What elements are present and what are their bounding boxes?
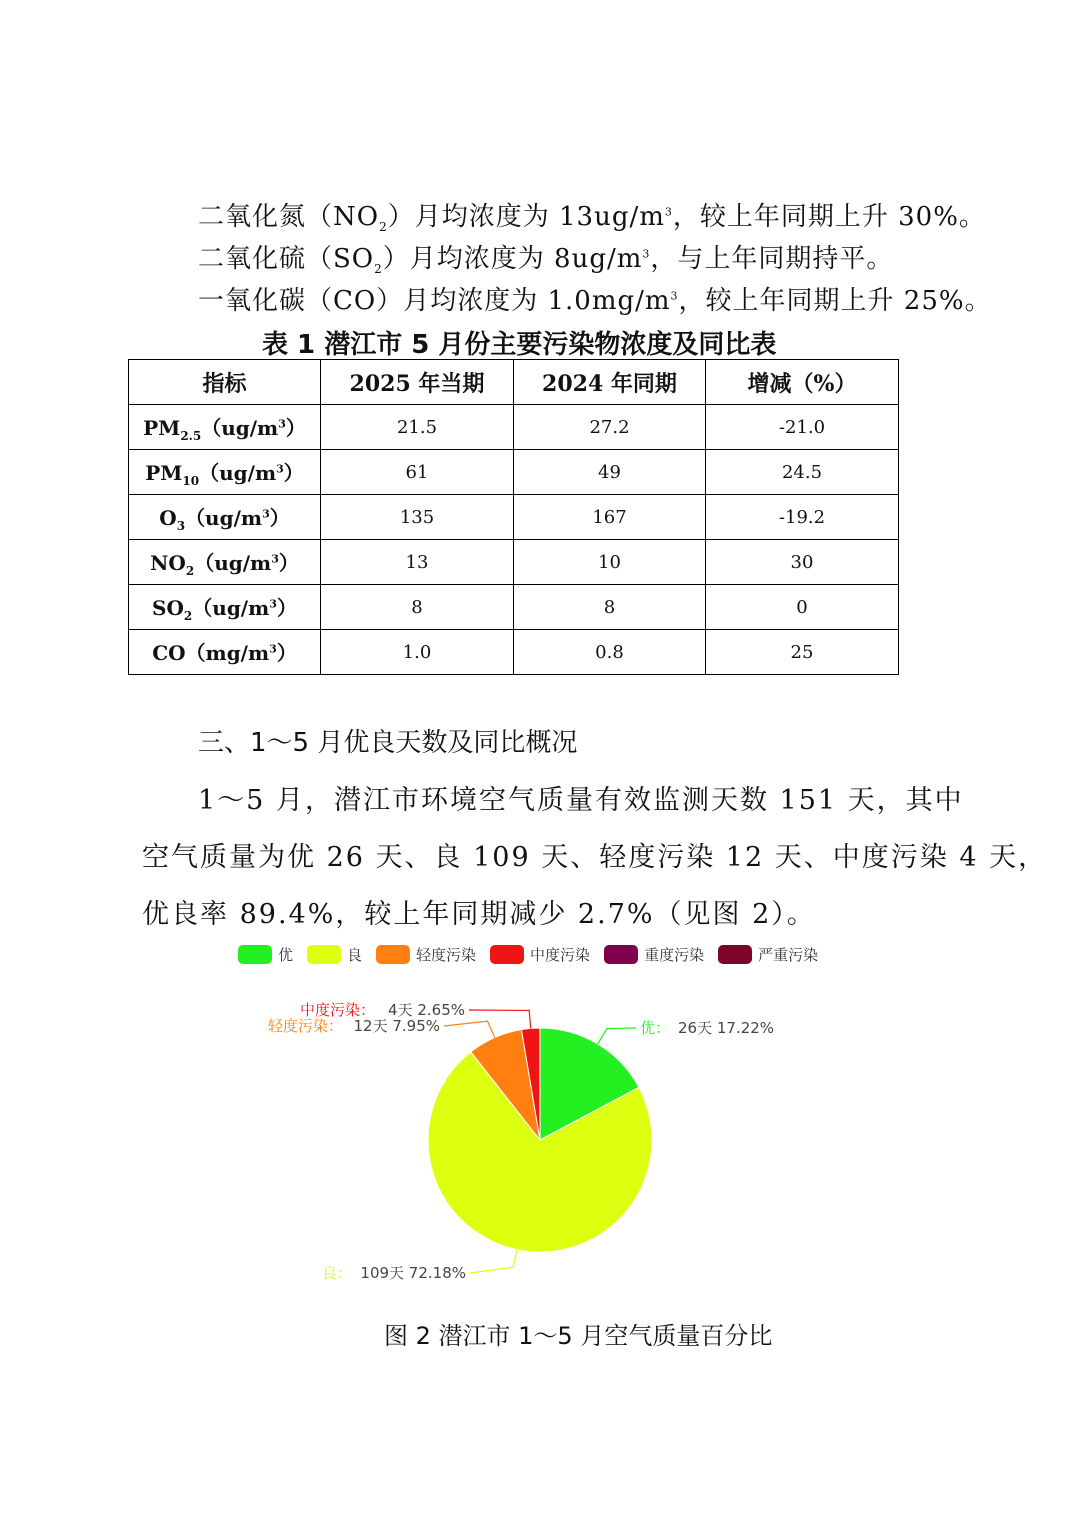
pie-slice[interactable] xyxy=(540,1028,639,1140)
value-cell-prev: 27.2 xyxy=(514,405,706,450)
section3-para-line1: 1～5 月，潜江市环境空气质量有效监测天数 151 天，其中 xyxy=(198,785,964,816)
legend-swatch xyxy=(718,945,752,964)
legend-swatch xyxy=(490,945,524,964)
pie-value-label: 109天 72.18% xyxy=(360,1264,466,1282)
figure-caption: 图 2 潜江市 1～5 月空气质量百分比 xyxy=(384,1322,773,1350)
no2-sup: 3 xyxy=(664,205,673,219)
table-header-row xyxy=(129,360,899,405)
value-cell-prev: 8 xyxy=(514,585,706,630)
legend-swatch xyxy=(307,945,341,964)
legend-label: 重度污染 xyxy=(644,946,705,964)
value-cell-prev: 167 xyxy=(514,495,706,540)
co-line xyxy=(198,280,1074,317)
indicator-cell xyxy=(129,630,321,675)
so2-line xyxy=(198,238,1074,276)
indicator-sub: 2 xyxy=(183,608,193,623)
legend-label: 中度污染 xyxy=(530,946,591,964)
section3-para-line2: 空气质量为优 26 天、良 109 天、轻度污染 12 天、中度污染 4 天， xyxy=(142,842,1048,873)
indicator-name: PM xyxy=(145,460,183,485)
legend-label: 严重污染 xyxy=(758,946,819,964)
table-title: 表 1 潜江市 5 月份主要污染物浓度及同比表 xyxy=(262,330,777,360)
value-cell-cur: 8 xyxy=(321,585,514,630)
indicator-close: ） xyxy=(283,460,304,485)
co-text-pre: 一氧化碳（CO）月均浓度为 1.0mg/m xyxy=(198,286,671,316)
pie-value-label: 26天 17.22% xyxy=(678,1019,775,1037)
co-sup: 3 xyxy=(670,289,679,303)
table-row xyxy=(129,585,899,630)
pie-slice[interactable] xyxy=(521,1028,540,1140)
indicator-close: ） xyxy=(285,415,306,440)
value-cell-cur: 21.5 xyxy=(321,405,514,450)
indicator-unit: （ug/m xyxy=(201,415,279,440)
legend-item[interactable] xyxy=(376,944,476,965)
no2-line xyxy=(198,196,1074,234)
indicator-cell xyxy=(129,495,321,540)
pollutant-table xyxy=(128,359,899,675)
pie-value-label: 12天 7.95% xyxy=(353,1017,440,1035)
indicator-sup: 3 xyxy=(269,596,277,610)
value-cell-chg: 30 xyxy=(706,540,899,585)
header-2025: 2025 年当期 xyxy=(321,360,514,405)
co-text-post: ，较上年同期上升 25%。 xyxy=(678,286,992,316)
header-2024: 2024 年同期 xyxy=(514,360,706,405)
value-cell-cur: 1.0 xyxy=(321,630,514,675)
legend-item[interactable] xyxy=(238,944,293,965)
indicator-cell xyxy=(129,405,321,450)
indicator-name: PM xyxy=(143,415,181,440)
value-cell-cur: 135 xyxy=(321,495,514,540)
indicator-sub: 10 xyxy=(182,473,200,488)
so2-text-pre: 二氧化硫（SO xyxy=(198,244,375,274)
indicator-name: O xyxy=(159,505,177,530)
value-cell-chg: 25 xyxy=(706,630,899,675)
pie-slice[interactable] xyxy=(471,1030,540,1140)
so2-sub: 2 xyxy=(374,262,383,277)
value-cell-prev: 0.8 xyxy=(514,630,706,675)
legend-item[interactable] xyxy=(307,944,362,965)
indicator-sup: 3 xyxy=(278,416,286,430)
pie-name-label: 轻度污染： xyxy=(268,1017,344,1035)
value-cell-chg: -21.0 xyxy=(706,405,899,450)
indicator-unit: （ug/m xyxy=(199,460,277,485)
value-cell-cur: 13 xyxy=(321,540,514,585)
table-row xyxy=(129,630,899,675)
chart-legend xyxy=(238,944,818,965)
legend-swatch xyxy=(376,945,410,964)
indicator-close: ） xyxy=(276,640,297,665)
indicator-cell xyxy=(129,585,321,630)
pie-slice[interactable] xyxy=(428,1052,652,1252)
pie-name-label: 良： xyxy=(322,1264,353,1282)
header-indicator: 指标 xyxy=(129,360,321,405)
legend-swatch xyxy=(604,945,638,964)
no2-text-pre: 二氧化氮（NO xyxy=(198,202,380,232)
pie-name-label: 中度污染： xyxy=(300,1001,376,1019)
indicator-close: ） xyxy=(276,595,297,620)
value-cell-prev: 49 xyxy=(514,450,706,495)
pie-value-label: 4天 2.65% xyxy=(388,1001,465,1019)
indicator-unit: （ug/m xyxy=(185,505,263,530)
table-row xyxy=(129,495,899,540)
table-row xyxy=(129,540,899,585)
indicator-cell xyxy=(129,450,321,495)
legend-item[interactable] xyxy=(604,944,704,965)
legend-item[interactable] xyxy=(718,944,818,965)
indicator-sup: 3 xyxy=(262,506,270,520)
indicator-sup: 3 xyxy=(276,461,284,475)
table-row xyxy=(129,405,899,450)
value-cell-chg: -19.2 xyxy=(706,495,899,540)
pie-leader-line xyxy=(469,1010,531,1028)
indicator-name: CO xyxy=(152,640,186,665)
so2-sup: 3 xyxy=(642,247,651,261)
value-cell-cur: 61 xyxy=(321,450,514,495)
table-row xyxy=(129,450,899,495)
no2-text-mid: ）月均浓度为 13ug/m xyxy=(387,202,665,232)
indicator-name: SO xyxy=(152,595,184,620)
value-cell-prev: 10 xyxy=(514,540,706,585)
pie-name-label: 优： xyxy=(640,1019,671,1037)
pie-leader-line xyxy=(598,1028,636,1044)
indicator-unit: （ug/m xyxy=(192,595,270,620)
pie-leader-line xyxy=(444,1021,495,1037)
value-cell-chg: 0 xyxy=(706,585,899,630)
legend-label: 优 xyxy=(278,946,294,964)
so2-text-mid: ）月均浓度为 8ug/m xyxy=(382,244,643,274)
indicator-cell xyxy=(129,540,321,585)
legend-label: 轻度污染 xyxy=(416,946,477,964)
indicator-sub: 2 xyxy=(185,563,195,578)
indicator-sub: 3 xyxy=(176,518,186,533)
indicator-close: ） xyxy=(269,505,290,530)
no2-text-post: ，较上年同期上升 30%。 xyxy=(672,202,986,232)
indicator-sub: 2.5 xyxy=(180,428,202,443)
no2-sub: 2 xyxy=(379,220,388,235)
indicator-name: NO xyxy=(150,550,186,575)
so2-text-post: ，与上年同期持平。 xyxy=(650,244,894,274)
pie-leader-line xyxy=(470,1250,517,1273)
indicator-sup: 3 xyxy=(271,551,279,565)
section3-para-line3: 优良率 89.4%，较上年同期减少 2.7%（见图 2）。 xyxy=(142,899,816,930)
section3-heading: 三、1～5 月优良天数及同比概况 xyxy=(198,728,578,758)
indicator-unit: （mg/m xyxy=(185,640,270,665)
legend-swatch xyxy=(238,945,272,964)
indicator-close: ） xyxy=(278,550,299,575)
value-cell-chg: 24.5 xyxy=(706,450,899,495)
indicator-sup: 3 xyxy=(269,641,277,655)
legend-label: 良 xyxy=(347,946,363,964)
header-change: 增减（%） xyxy=(706,360,899,405)
indicator-unit: （ug/m xyxy=(194,550,272,575)
legend-item[interactable] xyxy=(490,944,590,965)
